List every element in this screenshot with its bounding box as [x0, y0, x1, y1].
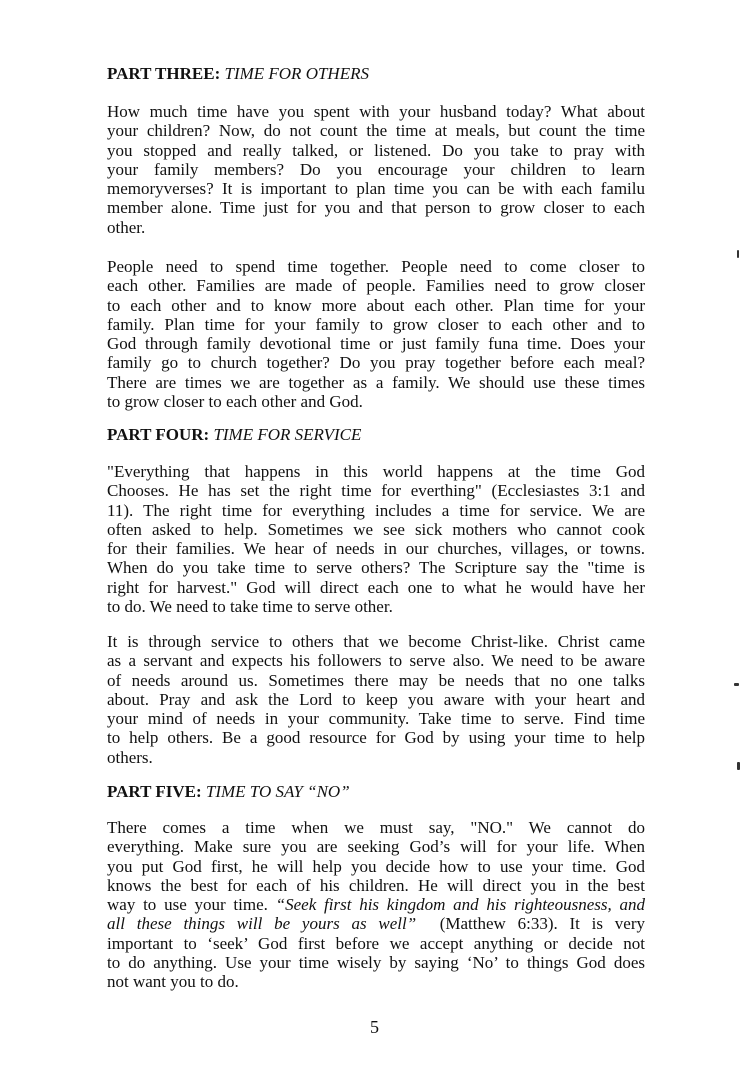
text-line: important to ‘seek’ God first before we accept anything or decide not	[107, 933, 645, 953]
text-line: People need to spend time together. People need to come closer to	[107, 257, 645, 276]
text-line: God through family devotional time or just family funa time. Does your	[107, 334, 645, 354]
text-line: How much time have you spent with your husband today? What about	[107, 102, 645, 121]
page-number: 5	[370, 1017, 379, 1037]
text-line: family go to church together? Do you pray together before each meal?	[107, 353, 645, 373]
italic-quote: all these things will be yours as well”	[107, 914, 417, 934]
text-line: everything. Make sure you are seeking God’s will for your life. When	[107, 837, 645, 857]
text-line: as a servant and expects his followers to serve also. We need to be aware	[107, 651, 645, 671]
paragraph	[107, 818, 645, 992]
section-label: PART FIVE:	[107, 782, 202, 801]
text-line: to do. We need to take time to serve other.	[107, 597, 393, 617]
text-line: There comes a time when we must say, "NO." We cannot do	[107, 818, 645, 837]
text-line: of needs around us. Sometimes there may be needs that no one talks	[107, 670, 645, 690]
section-heading-part-four	[107, 425, 361, 445]
text-line: you stopped and really talked, or listened. Do you take to pray with	[107, 140, 645, 160]
text-segment: way to use your time.	[107, 895, 276, 915]
text-segment: (Matthew 6:33). It is very	[416, 914, 646, 934]
paragraph	[107, 102, 645, 237]
text-line: to each other and to know more about each other. Plan time for your	[107, 295, 645, 315]
text-line: to grow closer to each other and God.	[107, 392, 363, 412]
text-line: often asked to help. Sometimes we see sick mothers who cannot cook	[107, 519, 645, 539]
text-line: family. Plan time for your family to grow closer to each other and to	[107, 314, 645, 334]
text-line: There are times we are together as a family. We should use these times	[107, 372, 645, 392]
section-label: PART THREE:	[107, 64, 221, 83]
text-line: member alone. Time just for you and that person to grow closer to each	[107, 198, 645, 218]
section-heading-part-three	[107, 64, 369, 84]
text-line	[107, 895, 645, 914]
text-line: right for harvest." God will direct each one to what he would have her	[107, 577, 645, 597]
section-title: TIME TO SAY “NO”	[205, 782, 350, 801]
text-line: others.	[107, 747, 153, 767]
section-heading-part-five	[107, 782, 350, 802]
text-line: When do you take time to serve others? The Scripture say the "time is	[107, 558, 645, 578]
text-line: memoryverses? It is important to plan time you can be with each familu	[107, 179, 645, 199]
section-title: TIME FOR OTHERS	[224, 64, 369, 83]
paragraph	[107, 462, 645, 616]
text-line: Chooses. He has set the right time for everthing" (Ecclesiastes 3:1 and	[107, 481, 645, 501]
text-line: for their families. We hear of needs in our churches, villages, or towns.	[107, 539, 645, 559]
scan-speck	[734, 683, 739, 686]
text-line: knows the best for each of his children. He will direct you in the best	[107, 875, 645, 895]
text-line: 11). The right time for everything includes a time for service. We are	[107, 500, 645, 520]
text-line	[107, 914, 645, 933]
scan-speck	[737, 762, 740, 770]
text-line: your family members? Do you encourage your children to learn	[107, 159, 645, 179]
text-line: you put God first, he will help you decide how to use your time. God	[107, 856, 645, 876]
text-line: not want you to do.	[107, 972, 239, 992]
text-line: to help others. Be a good resource for God by using your time to help	[107, 728, 645, 748]
text-line: It is through service to others that we become Christ-like. Christ came	[107, 632, 645, 651]
section-title: TIME FOR SERVICE	[213, 425, 362, 444]
text-line: your mind of needs in your community. Take time to serve. Find time	[107, 709, 645, 729]
text-line: "Everything that happens in this world happens at the time God	[107, 462, 645, 481]
text-line: to do anything. Use your time wisely by saying ‘No’ to things God does	[107, 953, 645, 973]
text-line: each other. Families are made of people. Families need to grow closer	[107, 276, 645, 296]
paragraph	[107, 257, 645, 411]
italic-quote: “Seek first his kingdom and his righteousness, and	[275, 895, 645, 915]
text-line: other.	[107, 217, 146, 237]
text-line: about. Pray and ask the Lord to keep you aware with your heart and	[107, 689, 645, 709]
scan-speck	[737, 250, 739, 258]
text-line: your children? Now, do not count the time at meals, but count the time	[107, 121, 645, 141]
section-label: PART FOUR:	[107, 425, 210, 444]
paragraph	[107, 632, 645, 767]
